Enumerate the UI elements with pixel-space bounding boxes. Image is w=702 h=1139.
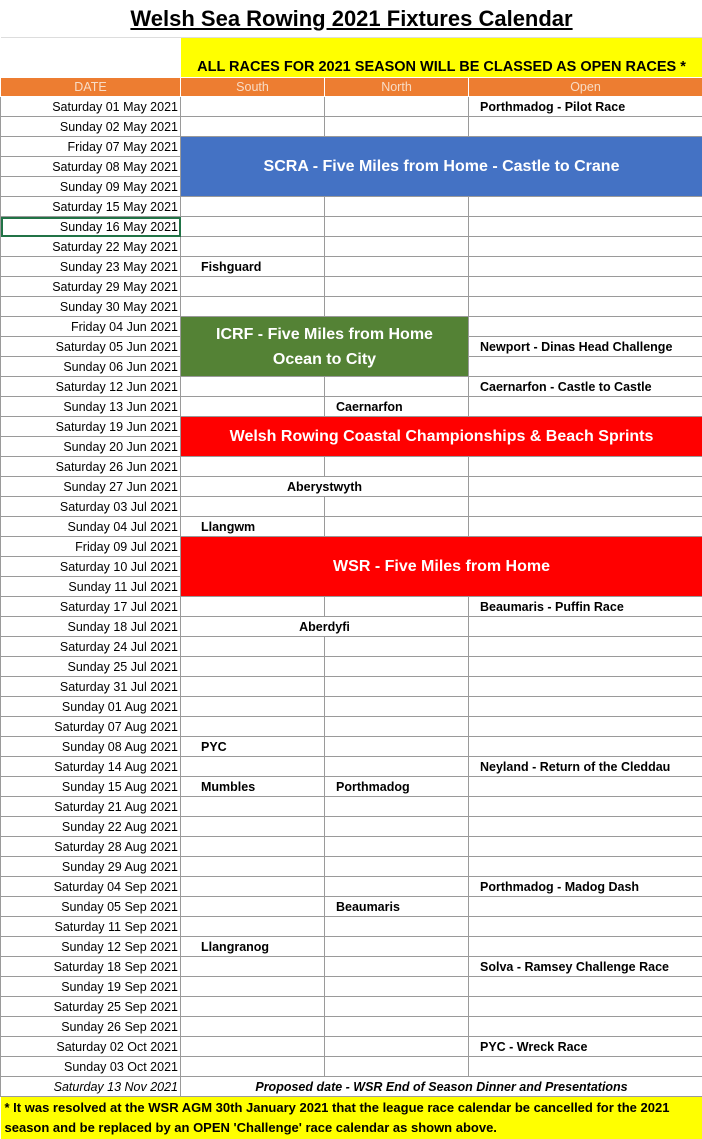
- open-cell[interactable]: [469, 257, 702, 277]
- south-cell[interactable]: [181, 877, 325, 897]
- date-cell[interactable]: Friday 04 Jun 2021: [1, 317, 181, 337]
- open-cell[interactable]: PYC - Wreck Race: [469, 1037, 702, 1057]
- open-cell[interactable]: [469, 717, 702, 737]
- north-cell[interactable]: [325, 937, 469, 957]
- north-cell[interactable]: [325, 837, 469, 857]
- south-cell[interactable]: [181, 697, 325, 717]
- table-row: [1, 317, 702, 337]
- north-cell[interactable]: [325, 457, 469, 477]
- south-cell[interactable]: [181, 497, 325, 517]
- table-row: [1, 857, 702, 877]
- table-row: [1, 1037, 702, 1057]
- south-cell[interactable]: [181, 637, 325, 657]
- open-cell[interactable]: [469, 917, 702, 937]
- open-cell[interactable]: [469, 237, 702, 257]
- table-row: [1, 197, 702, 217]
- open-cell[interactable]: [469, 937, 702, 957]
- south-cell[interactable]: PYC: [181, 737, 325, 757]
- open-cell[interactable]: Porthmadog - Madog Dash: [469, 877, 702, 897]
- dinner-event[interactable]: Proposed date - WSR End of Season Dinner and Presentations: [181, 1077, 702, 1097]
- table-row: [1, 497, 702, 517]
- north-cell[interactable]: [325, 857, 469, 877]
- table-row: [1, 597, 702, 617]
- table-row: [1, 897, 702, 917]
- north-cell[interactable]: Caernarfon: [325, 397, 469, 417]
- north-cell[interactable]: [325, 917, 469, 937]
- date-cell[interactable]: Sunday 13 Jun 2021: [1, 397, 181, 417]
- open-cell[interactable]: Newport - Dinas Head Challenge: [469, 337, 702, 357]
- south-cell[interactable]: [181, 237, 325, 257]
- south-cell[interactable]: [181, 217, 325, 237]
- open-cell[interactable]: [469, 517, 702, 537]
- south-cell[interactable]: [181, 377, 325, 397]
- date-cell[interactable]: Sunday 03 Oct 2021: [1, 1057, 181, 1077]
- date-cell[interactable]: Saturday 03 Jul 2021: [1, 497, 181, 517]
- scra-event[interactable]: SCRA - Five Miles from Home - Castle to Crane: [181, 137, 702, 197]
- south-cell[interactable]: [181, 677, 325, 697]
- date-cell[interactable]: Sunday 11 Jul 2021: [1, 577, 181, 597]
- north-cell[interactable]: [325, 1057, 469, 1077]
- south-cell[interactable]: [181, 117, 325, 137]
- table-row: [1, 1077, 702, 1097]
- open-cell[interactable]: [469, 777, 702, 797]
- south-cell[interactable]: Fishguard: [181, 257, 325, 277]
- open-cell[interactable]: Neyland - Return of the Cleddau: [469, 757, 702, 777]
- date-cell[interactable]: Sunday 23 May 2021: [1, 257, 181, 277]
- date-cell[interactable]: Sunday 19 Sep 2021: [1, 977, 181, 997]
- south-cell[interactable]: [181, 1017, 325, 1037]
- table-row: [1, 517, 702, 537]
- date-cell[interactable]: Sunday 15 Aug 2021: [1, 777, 181, 797]
- date-cell[interactable]: Saturday 25 Sep 2021: [1, 997, 181, 1017]
- date-cell[interactable]: Sunday 20 Jun 2021: [1, 437, 181, 457]
- date-cell[interactable]: Saturday 17 Jul 2021: [1, 597, 181, 617]
- south-cell[interactable]: [181, 857, 325, 877]
- open-cell[interactable]: [469, 697, 702, 717]
- south-cell[interactable]: [181, 957, 325, 977]
- table-row: [1, 457, 702, 477]
- north-cell[interactable]: [325, 1017, 469, 1037]
- table-row: [1, 217, 702, 237]
- date-cell[interactable]: Saturday 14 Aug 2021: [1, 757, 181, 777]
- south-cell[interactable]: [181, 597, 325, 617]
- south-cell[interactable]: [181, 757, 325, 777]
- south-cell[interactable]: Llangranog: [181, 937, 325, 957]
- open-cell[interactable]: [469, 857, 702, 877]
- date-cell[interactable]: Sunday 01 Aug 2021: [1, 697, 181, 717]
- open-races-banner: ALL RACES FOR 2021 SEASON WILL BE CLASSED AS OPEN RACES *: [181, 38, 702, 78]
- open-cell[interactable]: [469, 317, 702, 337]
- south-cell[interactable]: [181, 897, 325, 917]
- table-row: [1, 797, 702, 817]
- north-cell[interactable]: [325, 117, 469, 137]
- table-row: [1, 537, 702, 557]
- icrf-event[interactable]: ICRF - Five Miles from Home Ocean to City: [181, 317, 469, 377]
- south-cell[interactable]: Llangwm: [181, 517, 325, 537]
- header-open[interactable]: Open: [469, 78, 702, 97]
- table-row: [1, 397, 702, 417]
- north-cell[interactable]: [325, 597, 469, 617]
- table-row: [1, 977, 702, 997]
- date-cell[interactable]: Saturday 24 Jul 2021: [1, 637, 181, 657]
- north-cell[interactable]: [325, 97, 469, 117]
- north-cell[interactable]: [325, 877, 469, 897]
- open-cell[interactable]: [469, 297, 702, 317]
- table-row: [1, 837, 702, 857]
- date-cell[interactable]: Sunday 25 Jul 2021: [1, 657, 181, 677]
- wsr-event[interactable]: WSR - Five Miles from Home: [181, 537, 702, 597]
- date-cell[interactable]: Saturday 01 May 2021: [1, 97, 181, 117]
- table-row: [1, 377, 702, 397]
- date-cell[interactable]: Saturday 10 Jul 2021: [1, 557, 181, 577]
- open-cell[interactable]: [469, 997, 702, 1017]
- open-cell[interactable]: Beaumaris - Puffin Race: [469, 597, 702, 617]
- date-cell[interactable]: Saturday 18 Sep 2021: [1, 957, 181, 977]
- date-cell[interactable]: Saturday 08 May 2021: [1, 157, 181, 177]
- open-cell[interactable]: [469, 677, 702, 697]
- date-cell[interactable]: Friday 07 May 2021: [1, 137, 181, 157]
- table-row: [1, 637, 702, 657]
- north-cell[interactable]: Beaumaris: [325, 897, 469, 917]
- date-cell[interactable]: Saturday 21 Aug 2021: [1, 797, 181, 817]
- blank-cell[interactable]: [1, 38, 181, 78]
- footnote: * It was resolved at the WSR AGM 30th January 2021 that the league race calendar be cancelled for the 2021 season and be replaced by an OPEN 'Challenge' race calendar as shown above.: [1, 1097, 702, 1139]
- table-row: [1, 937, 702, 957]
- table-row: [1, 997, 702, 1017]
- date-cell[interactable]: Sunday 30 May 2021: [1, 297, 181, 317]
- open-cell[interactable]: [469, 457, 702, 477]
- table-row: [1, 777, 702, 797]
- north-cell[interactable]: [325, 797, 469, 817]
- north-cell[interactable]: [325, 677, 469, 697]
- table-row: [1, 917, 702, 937]
- south-cell[interactable]: [181, 1037, 325, 1057]
- table-row: [1, 737, 702, 757]
- north-cell[interactable]: [325, 977, 469, 997]
- open-cell[interactable]: [469, 217, 702, 237]
- north-cell[interactable]: [325, 297, 469, 317]
- table-row: [1, 117, 702, 137]
- south-cell[interactable]: [181, 97, 325, 117]
- date-cell[interactable]: Sunday 04 Jul 2021: [1, 517, 181, 537]
- south-cell[interactable]: [181, 277, 325, 297]
- north-cell[interactable]: [325, 997, 469, 1017]
- north-cell[interactable]: [325, 277, 469, 297]
- date-cell[interactable]: Saturday 31 Jul 2021: [1, 677, 181, 697]
- north-cell[interactable]: Porthmadog: [325, 777, 469, 797]
- south-cell[interactable]: [181, 717, 325, 737]
- table-row: [1, 657, 702, 677]
- open-cell[interactable]: [469, 277, 702, 297]
- south-cell[interactable]: [181, 657, 325, 677]
- date-cell[interactable]: Saturday 29 May 2021: [1, 277, 181, 297]
- table-row: [1, 757, 702, 777]
- date-cell[interactable]: Sunday 16 May 2021: [1, 217, 181, 237]
- championships-event[interactable]: Welsh Rowing Coastal Championships & Beach Sprints: [181, 417, 702, 457]
- south-cell[interactable]: [181, 837, 325, 857]
- table-row: [1, 477, 702, 497]
- header-date[interactable]: DATE: [1, 78, 181, 97]
- open-cell[interactable]: [469, 837, 702, 857]
- south-cell[interactable]: [181, 297, 325, 317]
- open-cell[interactable]: [469, 977, 702, 997]
- north-cell[interactable]: [325, 657, 469, 677]
- open-cell[interactable]: [469, 817, 702, 837]
- date-cell[interactable]: Saturday 11 Sep 2021: [1, 917, 181, 937]
- south-cell[interactable]: [181, 397, 325, 417]
- north-cell[interactable]: [325, 637, 469, 657]
- south-cell[interactable]: [181, 457, 325, 477]
- table-row: [1, 277, 702, 297]
- north-cell[interactable]: [325, 717, 469, 737]
- open-cell[interactable]: [469, 197, 702, 217]
- open-cell[interactable]: [469, 617, 702, 637]
- table-row: [1, 697, 702, 717]
- north-cell[interactable]: [325, 757, 469, 777]
- south-cell[interactable]: [181, 1057, 325, 1077]
- open-cell[interactable]: [469, 657, 702, 677]
- table-row: [1, 617, 702, 637]
- open-cell[interactable]: [469, 637, 702, 657]
- date-cell[interactable]: Sunday 27 Jun 2021: [1, 477, 181, 497]
- date-cell[interactable]: Sunday 22 Aug 2021: [1, 817, 181, 837]
- table-row: [1, 877, 702, 897]
- date-cell[interactable]: Saturday 07 Aug 2021: [1, 717, 181, 737]
- date-cell[interactable]: Sunday 02 May 2021: [1, 117, 181, 137]
- date-cell[interactable]: Saturday 26 Jun 2021: [1, 457, 181, 477]
- open-cell[interactable]: [469, 477, 702, 497]
- date-cell[interactable]: Sunday 26 Sep 2021: [1, 1017, 181, 1037]
- north-cell[interactable]: [325, 257, 469, 277]
- table-row: [1, 1057, 702, 1077]
- open-cell[interactable]: [469, 1017, 702, 1037]
- north-cell[interactable]: [325, 817, 469, 837]
- south-cell[interactable]: [181, 917, 325, 937]
- open-cell[interactable]: [469, 117, 702, 137]
- date-cell[interactable]: Sunday 06 Jun 2021: [1, 357, 181, 377]
- aberystwyth-event[interactable]: Aberystwyth: [181, 477, 469, 497]
- table-row: [1, 717, 702, 737]
- table-row: [1, 237, 702, 257]
- table-row: [1, 97, 702, 117]
- date-cell[interactable]: Saturday 28 Aug 2021: [1, 837, 181, 857]
- open-cell[interactable]: [469, 897, 702, 917]
- north-cell[interactable]: [325, 217, 469, 237]
- table-row: [1, 1017, 702, 1037]
- table-row: [1, 817, 702, 837]
- date-cell[interactable]: Saturday 19 Jun 2021: [1, 417, 181, 437]
- north-cell[interactable]: [325, 1037, 469, 1057]
- south-cell[interactable]: [181, 797, 325, 817]
- north-cell[interactable]: [325, 497, 469, 517]
- open-cell[interactable]: [469, 737, 702, 757]
- north-cell[interactable]: [325, 237, 469, 257]
- header-south[interactable]: South: [181, 78, 325, 97]
- table-row: [1, 137, 702, 157]
- date-cell[interactable]: Sunday 09 May 2021: [1, 177, 181, 197]
- date-cell[interactable]: Saturday 15 May 2021: [1, 197, 181, 217]
- header-north[interactable]: North: [325, 78, 469, 97]
- date-cell[interactable]: Saturday 12 Jun 2021: [1, 377, 181, 397]
- south-cell[interactable]: [181, 997, 325, 1017]
- date-cell[interactable]: Saturday 02 Oct 2021: [1, 1037, 181, 1057]
- open-cell[interactable]: [469, 797, 702, 817]
- south-cell[interactable]: [181, 817, 325, 837]
- date-cell[interactable]: Sunday 29 Aug 2021: [1, 857, 181, 877]
- open-cell[interactable]: Solva - Ramsey Challenge Race: [469, 957, 702, 977]
- date-cell[interactable]: Saturday 22 May 2021: [1, 237, 181, 257]
- north-cell[interactable]: [325, 737, 469, 757]
- north-cell[interactable]: [325, 377, 469, 397]
- open-cell[interactable]: [469, 357, 702, 377]
- date-cell[interactable]: Saturday 13 Nov 2021: [1, 1077, 181, 1097]
- date-cell[interactable]: Sunday 05 Sep 2021: [1, 897, 181, 917]
- north-cell[interactable]: [325, 957, 469, 977]
- table-row: [1, 417, 702, 437]
- south-cell[interactable]: [181, 977, 325, 997]
- open-cell[interactable]: [469, 497, 702, 517]
- date-cell[interactable]: Friday 09 Jul 2021: [1, 537, 181, 557]
- table-row: [1, 257, 702, 277]
- open-cell[interactable]: [469, 397, 702, 417]
- date-cell[interactable]: Saturday 05 Jun 2021: [1, 337, 181, 357]
- table-row: [1, 957, 702, 977]
- table-row: [1, 297, 702, 317]
- date-cell[interactable]: Saturday 04 Sep 2021: [1, 877, 181, 897]
- date-cell[interactable]: Sunday 08 Aug 2021: [1, 737, 181, 757]
- date-cell[interactable]: Sunday 18 Jul 2021: [1, 617, 181, 637]
- open-cell[interactable]: [469, 1057, 702, 1077]
- aberdyfi-event[interactable]: Aberdyfi: [181, 617, 469, 637]
- north-cell[interactable]: [325, 697, 469, 717]
- date-cell[interactable]: Sunday 12 Sep 2021: [1, 937, 181, 957]
- open-cell[interactable]: Caernarfon - Castle to Castle: [469, 377, 702, 397]
- south-cell[interactable]: Mumbles: [181, 777, 325, 797]
- open-cell[interactable]: Porthmadog - Pilot Race: [469, 97, 702, 117]
- north-cell[interactable]: [325, 197, 469, 217]
- table-row: [1, 677, 702, 697]
- south-cell[interactable]: [181, 197, 325, 217]
- north-cell[interactable]: [325, 517, 469, 537]
- page-title: Welsh Sea Rowing 2021 Fixtures Calendar: [1, 0, 702, 38]
